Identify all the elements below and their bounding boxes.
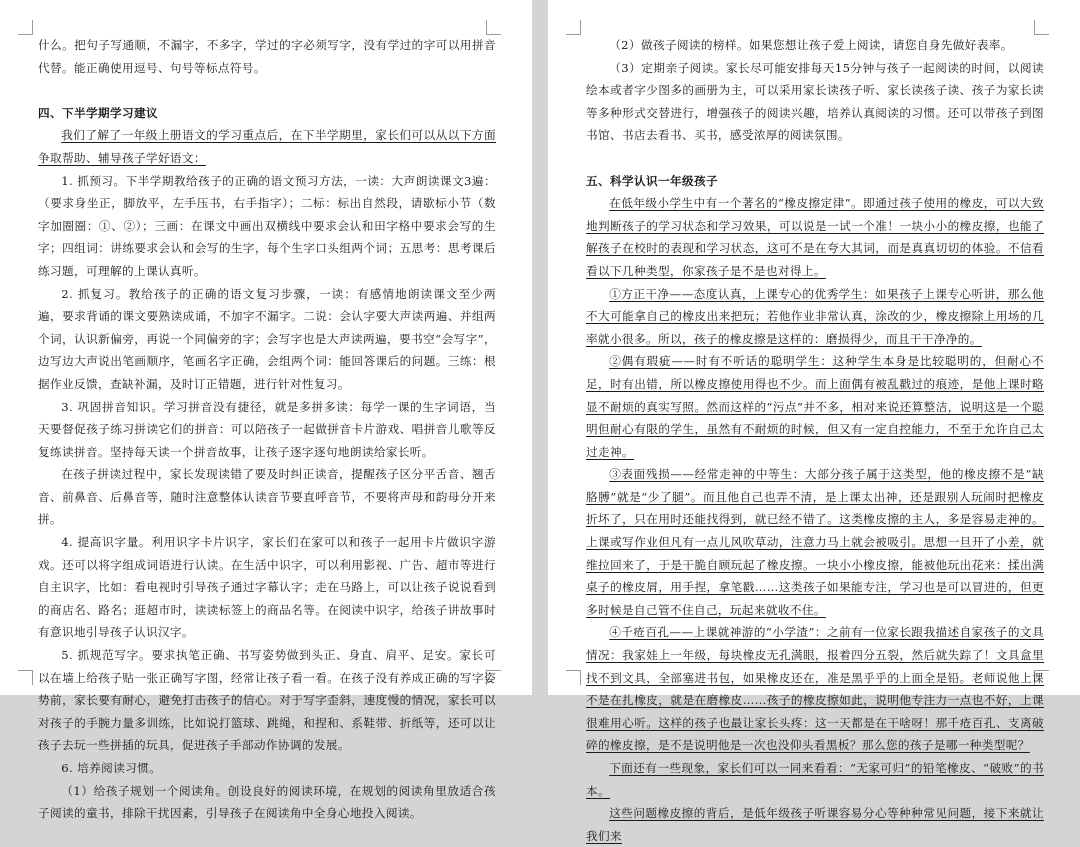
body-paragraph [38, 124, 496, 169]
paragraph-spacer [586, 147, 1044, 170]
paragraph-text: （3）定期亲子阅读。家长尽可能安排每天15分钟与孩子一起阅读的时间，以阅读绘本或者字少图多的画册为主，可以采用家长读孩子听、家长读孩子读、孩子为家长读等多种形式交替进行，增强孩子的阅读兴趣，培养认真阅读的习惯。还可以带孩子到图书馆、书店去看书、买书，感受浓厚的阅读氛围。 [586, 60, 1044, 143]
section-heading: 五、科学认识一年级孩子 [586, 173, 718, 188]
body-paragraph [586, 57, 1044, 147]
body-paragraph [38, 780, 496, 825]
body-paragraph [586, 463, 1044, 621]
body-paragraph [38, 34, 496, 79]
paragraph-text: 5. 抓规范写字。要求执笔正确、书写姿势做到头正、身直、肩平、足安。家长可以在墙上给孩子贴一张正确写字图，经常让孩子看一看。在孩子没有养成正确的写字姿势前，家长要有耐心，避免打击孩子的信心。对于写字歪斜，速度慢的情况，家长可以对孩子的手腕力量多训练，比如说打篮球、跳绳，和捏和、系鞋带、折纸等，还可以让孩子去玩一些拼插的玩具，促进孩子手部动作协调的发展。 [38, 648, 496, 753]
body-paragraph [586, 192, 1044, 282]
body-paragraph [586, 621, 1044, 757]
paragraph-text: 6. 培养阅读习惯。 [61, 761, 162, 775]
paragraph-text: ③表面残损——经常走神的中等生：大部分孩子属于这类型，他的橡皮擦不是“缺胳膊”就是“少了腿”。而且他自己也弄不清，是上课太出神，还是跟别人玩闹时把橡皮折坏了，只在用时还能找得到，就已经不错了。这类橡皮擦的主人，多是容易走神的。上课或写作业但凡有一点儿风吹草动，注意力马上就会被吸引。思想一旦开了小差，就维拉回来了，于是干脆自顾玩起了橡皮擦。一块小小橡皮擦，能被他玩出花来：揉出满桌子的橡皮屑，用手捏，拿笔戳……这类孩子如果能专注，学习也是可以冒进的，但更多时候是自己管不住自己，玩起来就收不住。 [586, 467, 1044, 617]
body-paragraph [38, 463, 496, 531]
body-paragraph [586, 802, 1044, 847]
body-paragraph [38, 757, 496, 780]
paragraph-spacer [38, 79, 496, 102]
body-paragraph [586, 757, 1044, 802]
body-paragraph [586, 34, 1044, 57]
paragraph-text: 1. 抓预习。下半学期教给孩子的正确的语文预习方法，一读：大声朗读课文3遍：（要求身坐正，脚放平，左手压书，右手指字）；二标：标出自然段，请歇标小节（数字加圈圈：①、②）；三画：在课文中画出双横线中要求会认和田字格中要求会写的生字；四组词：讲练要求会认和会写的生字，每个生字口头组两个词；五思考：思考课后练习题，可理解的上课认真听。 [38, 173, 496, 278]
body-paragraph [38, 170, 496, 283]
document-page-right [548, 0, 1080, 843]
paragraph-text: 4. 提高识字量。利用识字卡片识字，家长们在家可以和孩子一起用卡片做识字游戏。还可以将字组成词语进行认读。在生活中识字，可以利用影视、广告、超市等进行自主识字，比如：看电视时引导孩子通过字幕认字；走在马路上，可以让孩子说说看到的商店名、路名；逛超市时，读读标签上的商品名等。在阅读中识字，给孩子讲故事时有意识地引导孩子认识汉字。 [38, 535, 496, 640]
paragraph-text: 这些问题橡皮擦的背后，是低年级孩子听课容易分心等种种常见问题，接下来就让我们来 [586, 806, 1044, 843]
paragraph-text: 在低年级小学生中有一个著名的“橡皮擦定律”。即通过孩子使用的橡皮，可以大致地判断孩子的学习状态和学习效果，可以说是一试一个准！一块小小的橡皮擦，也能了解孩子在校时的表现和学习状态，这可不是在夸大其词，而是真真切切的体验。不信看看以下几种类型，你家孩子是不是也对得上。 [586, 196, 1044, 278]
crop-mark [566, 20, 581, 35]
paragraph-text: （2）做孩子阅读的榜样。如果您想让孩子爱上阅读，请您自身先做好表率。 [609, 38, 1013, 52]
paragraph-text: ④千疮百孔——上课就神游的“小学渣”：之前有一位家长跟我描述自家孩子的文具情况：我家娃上一年级，每块橡皮无孔满眼，报着四分五裂，然后就失踪了！文具盒里找不到文具，全部塞进书包，如果橡皮还在，准是黑乎乎的上面全是铅。老师说他上课不是在扎橡皮，就是在磨橡皮……孩子的橡皮擦如此，说明他专注力一点也不好，上课很难用心听。这样的孩子也最让家长头疼：这一天都是在干啥呀！那千疮百孔、支离破碎的橡皮擦，是不是说明他是一次也没仰头看黑板？那么您的孩子是哪一种类型呢？ [586, 625, 1044, 753]
crop-mark [486, 20, 501, 35]
body-paragraph [38, 283, 496, 396]
paragraph-text: ①方正干净——态度认真，上课专心的优秀学生：如果孩子上课专心听讲，那么他不大可能拿自己的橡皮出来把玩；若他作业非常认真，涂改的少，橡皮擦除上用场的几率就小很多。所以，孩子的橡皮擦是这样的：磨损得少，而且干干净净的。 [586, 286, 1044, 346]
body-paragraph [586, 350, 1044, 463]
paragraph-text: 2. 抓复习。教给孩子的正确的语文复习步骤，一读：有感情地朗读课文至少两遍，要求背诵的课文要熟读成诵，不加字不漏字。二说：会认字要大声读两遍、并组两个词，认识新偏旁，再说一个同偏旁的字；会写字也是大声读两遍，要书空“会写字”，边写边大声说出笔画顺序，笔画名字正确，会组两个词：能回答课后的问题。三练：根据作业反馈，查缺补漏，及时订正错题，进行针对性复习。 [38, 286, 496, 391]
body-paragraph [38, 396, 496, 464]
paragraph-text: 3. 巩固拼音知识。学习拼音没有捷径，就是多拼多读：每学一课的生字词语，当天要督促孩子练习拼读它们的拼音：可以陪孩子一起做拼音卡片游戏、唱拼音儿歌等反复练读拼音。坚持每天读一个拼音故事，让孩子逐字逐句地朗读给家长听。 [38, 399, 496, 459]
paragraph-text: 在孩子拼读过程中，家长发现读错了要及时纠正读音，提醒孩子区分平舌音、翘舌音、前鼻音、后鼻音等，随时注意整体认读音节要直呼音节，不要将声母和韵母分开来拼。 [38, 467, 496, 527]
page-text-right [586, 34, 1044, 847]
body-paragraph [38, 644, 496, 757]
paragraph-text: 下面还有一些现象，家长们可以一同来看看：“无家可归”的铅笔橡皮、“破败”的书本。 [586, 761, 1044, 798]
body-paragraph [38, 531, 496, 644]
page-text-left [38, 34, 496, 825]
section-heading: 四、下半学期学习建议 [38, 105, 158, 120]
document-page-left [0, 0, 532, 821]
crop-mark [566, 670, 581, 685]
crop-mark [1034, 20, 1049, 35]
paragraph-text: （1）给孩子规划一个阅读角。创设良好的阅读环境，在规划的阅读角里放适合孩子阅读的童书，排除干扰因素，引导孩子在阅读角中全身心地投入阅读。 [38, 783, 496, 821]
paragraph-text: 什么。把句子写通顺，不漏字，不多字，学过的字必须写字，没有学过的字可以用拼音代替。能正确使用逗号、句号等标点符号。 [38, 38, 496, 75]
body-paragraph [586, 283, 1044, 351]
crop-mark [18, 20, 33, 35]
paragraph-text: 我们了解了一年级上册语文的学习重点后，在下半学期里，家长们可以从以下方面争取帮助、辅导孩子学好语文： [38, 128, 496, 165]
paragraph-text: ②偶有瑕疵——时有不听话的聪明学生：这种学生本身是比较聪明的，但耐心不足，时有出错，所以橡皮擦使用得也不少。而上面偶有被乱戳过的痕迹，是他上课时略显不耐烦的真实写照。然而这样的“污点”并不多，相对来说还算整洁，说明这是一个聪明但耐心有限的学生，虽然有不耐烦的时候，但又有一定自控能力，不至于允许自己太过走神。 [586, 354, 1044, 459]
crop-mark [18, 670, 33, 685]
